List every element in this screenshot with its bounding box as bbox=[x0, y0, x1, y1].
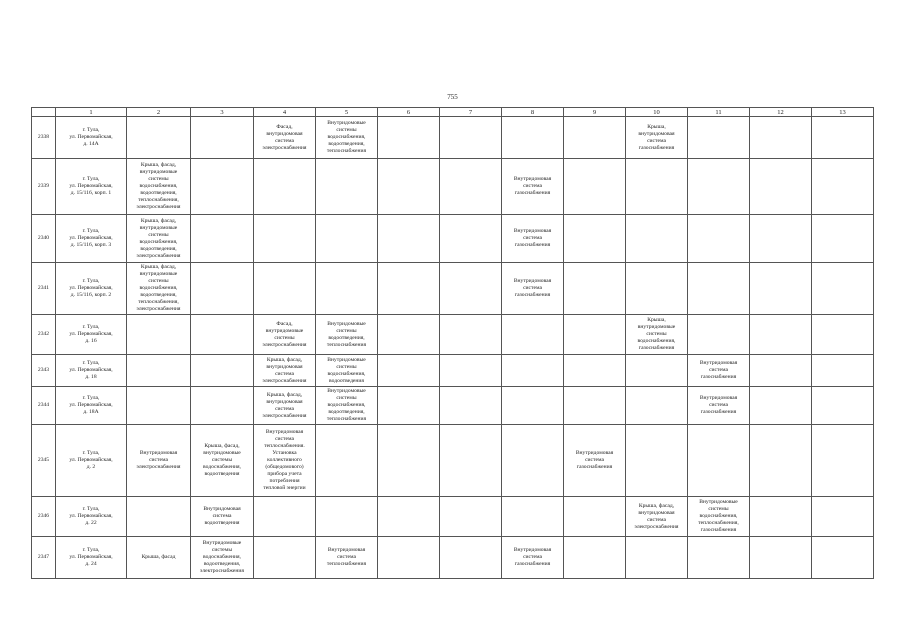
cell-col-1 bbox=[56, 387, 127, 425]
cell-text: г. Тула, ул. Первомайская, д. 14А bbox=[69, 127, 113, 147]
header-cell: 12 bbox=[750, 108, 812, 117]
cell-col-13 bbox=[812, 425, 874, 497]
cell-text: 2345 bbox=[37, 457, 50, 463]
cell-col-9 bbox=[564, 537, 626, 579]
cell-col-12 bbox=[750, 315, 812, 355]
table-row bbox=[32, 315, 874, 355]
cell-text: Внутридомовая система газоснабжения bbox=[513, 278, 552, 298]
cell-col-13 bbox=[812, 537, 874, 579]
cell-col-5 bbox=[316, 159, 378, 215]
cell-col-9 bbox=[564, 497, 626, 537]
cell-text: г. Тула, ул. Первомайская, д. 18 bbox=[69, 360, 113, 380]
cell-col-1 bbox=[56, 315, 127, 355]
header-cell: 7 bbox=[440, 108, 502, 117]
cell-text: Внутридомовая система газоснабжения bbox=[513, 547, 552, 567]
header-cell: 10 bbox=[626, 108, 688, 117]
cell-text: Внутридомовая система газоснабжения bbox=[699, 360, 738, 380]
cell-text: 2343 bbox=[37, 367, 50, 373]
cell-text: Внутридомовые системы водоснабжения, водоотведения, теплоснабжения bbox=[326, 120, 367, 154]
cell-col-3 bbox=[191, 497, 254, 537]
cell-col-10 bbox=[626, 117, 688, 159]
cell-col-7 bbox=[440, 425, 502, 497]
header-cell: 5 bbox=[316, 108, 378, 117]
cell-col-5 bbox=[316, 117, 378, 159]
header-cell: 6 bbox=[378, 108, 440, 117]
header-cell: 1 bbox=[56, 108, 127, 117]
cell-text: Фасад, внутридомовые системы электроснабжения bbox=[262, 320, 307, 348]
cell-text: Фасад, внутридомовая система электроснабжения bbox=[262, 123, 307, 151]
cell-col-7 bbox=[440, 215, 502, 263]
cell-col-3 bbox=[191, 159, 254, 215]
cell-col-1 bbox=[56, 215, 127, 263]
cell-col-11 bbox=[688, 537, 750, 579]
cell-col-3 bbox=[191, 387, 254, 425]
cell-col-6 bbox=[378, 537, 440, 579]
cell-col-4 bbox=[254, 425, 316, 497]
cell-col-2 bbox=[127, 387, 191, 425]
cell-text: Внутридомовые системы водоснабжения, водоотведения, электроснабжения bbox=[200, 540, 244, 574]
cell-text: Внутридомовые системы водоотведения, теплоснабжения bbox=[326, 320, 367, 348]
table-row bbox=[32, 387, 874, 425]
cell-col-13 bbox=[812, 215, 874, 263]
cell-col-4 bbox=[254, 263, 316, 315]
cell-col-10 bbox=[626, 497, 688, 537]
cell-col-8 bbox=[502, 263, 564, 315]
cell-col-2 bbox=[127, 425, 191, 497]
cell-col-11 bbox=[688, 159, 750, 215]
cell-col-4 bbox=[254, 315, 316, 355]
cell-text: Внутридомовая система газоснабжения bbox=[513, 176, 552, 196]
cell-col-12 bbox=[750, 497, 812, 537]
cell-col-10 bbox=[626, 387, 688, 425]
cell-col-3 bbox=[191, 425, 254, 497]
cell-text: Внутридомовые системы водоснабжения, водоотведения, теплоснабжения bbox=[326, 388, 367, 422]
cell-col-9 bbox=[564, 159, 626, 215]
cell-col-3 bbox=[191, 315, 254, 355]
table-row bbox=[32, 497, 874, 537]
cell-col-11 bbox=[688, 263, 750, 315]
cell-text: Крыша, фасад, внутридомовая система электроснабжения bbox=[262, 356, 307, 384]
cell-col-9 bbox=[564, 263, 626, 315]
cell-text: г. Тула, ул. Первомайская, д. 2 bbox=[69, 450, 113, 470]
cell-col-8 bbox=[502, 537, 564, 579]
cell-col-8 bbox=[502, 387, 564, 425]
cell-col-9 bbox=[564, 315, 626, 355]
cell-text: 2338 bbox=[37, 134, 50, 140]
cell-col-3 bbox=[191, 263, 254, 315]
cell-col-13 bbox=[812, 315, 874, 355]
row-number-cell bbox=[32, 537, 56, 579]
cell-col-11 bbox=[688, 315, 750, 355]
cell-text: Внутридомовая система газоснабжения bbox=[575, 450, 614, 470]
repair-schedule-table bbox=[31, 107, 874, 579]
cell-col-4 bbox=[254, 387, 316, 425]
cell-col-2 bbox=[127, 159, 191, 215]
cell-col-6 bbox=[378, 315, 440, 355]
cell-col-6 bbox=[378, 387, 440, 425]
cell-col-8 bbox=[502, 315, 564, 355]
header-cell: 2 bbox=[127, 108, 191, 117]
cell-col-13 bbox=[812, 355, 874, 387]
cell-col-13 bbox=[812, 117, 874, 159]
cell-col-10 bbox=[626, 159, 688, 215]
cell-col-5 bbox=[316, 215, 378, 263]
cell-text: Крыша, фасад, внутридомовая система электроснабжения bbox=[634, 502, 679, 530]
cell-col-12 bbox=[750, 117, 812, 159]
cell-text: 2339 bbox=[37, 183, 50, 189]
cell-col-4 bbox=[254, 537, 316, 579]
cell-col-7 bbox=[440, 159, 502, 215]
cell-col-12 bbox=[750, 537, 812, 579]
cell-text: 2341 bbox=[37, 285, 50, 291]
cell-col-1 bbox=[56, 159, 127, 215]
table-row bbox=[32, 263, 874, 315]
table-row bbox=[32, 159, 874, 215]
cell-text: Крыша, фасад, внутридомовые системы водоснабжения, водоотведения bbox=[203, 443, 241, 477]
cell-text: Крыша, фасад, внутридомовые системы водоснабжения, водоотведения, теплоснабжения, электроснабжения bbox=[136, 264, 181, 312]
row-number-cell bbox=[32, 315, 56, 355]
cell-col-12 bbox=[750, 387, 812, 425]
cell-col-12 bbox=[750, 159, 812, 215]
cell-col-3 bbox=[191, 117, 254, 159]
cell-col-7 bbox=[440, 355, 502, 387]
cell-col-1 bbox=[56, 263, 127, 315]
cell-text: г. Тула, ул. Первомайская, д. 15/116, корп. 1 bbox=[69, 176, 113, 196]
row-number-cell bbox=[32, 355, 56, 387]
cell-text: Крыша, фасад, внутридомовая система электроснабжения bbox=[262, 391, 307, 419]
cell-col-11 bbox=[688, 215, 750, 263]
cell-col-5 bbox=[316, 425, 378, 497]
cell-col-11 bbox=[688, 497, 750, 537]
header-cell: 9 bbox=[564, 108, 626, 117]
cell-col-9 bbox=[564, 355, 626, 387]
cell-col-4 bbox=[254, 117, 316, 159]
cell-text: Внутридомовые системы водоснабжения, теплоснабжения, газоснабжения bbox=[698, 499, 739, 533]
cell-col-9 bbox=[564, 425, 626, 497]
cell-col-2 bbox=[127, 537, 191, 579]
table-row bbox=[32, 355, 874, 387]
cell-col-9 bbox=[564, 117, 626, 159]
cell-col-12 bbox=[750, 215, 812, 263]
cell-col-12 bbox=[750, 263, 812, 315]
cell-col-8 bbox=[502, 117, 564, 159]
cell-text: 2342 bbox=[37, 331, 50, 337]
cell-col-1 bbox=[56, 117, 127, 159]
row-number-cell bbox=[32, 497, 56, 537]
cell-col-8 bbox=[502, 215, 564, 263]
cell-col-2 bbox=[127, 355, 191, 387]
cell-col-5 bbox=[316, 315, 378, 355]
cell-text: Внутридомовая система электроснабжения bbox=[136, 450, 181, 470]
cell-col-6 bbox=[378, 159, 440, 215]
cell-text: 2347 bbox=[37, 554, 50, 560]
cell-col-6 bbox=[378, 425, 440, 497]
cell-col-1 bbox=[56, 425, 127, 497]
cell-col-7 bbox=[440, 537, 502, 579]
cell-col-10 bbox=[626, 263, 688, 315]
cell-col-5 bbox=[316, 497, 378, 537]
cell-text: г. Тула, ул. Первомайская, д. 18А bbox=[69, 395, 113, 415]
cell-col-2 bbox=[127, 315, 191, 355]
row-number-cell bbox=[32, 263, 56, 315]
cell-text: Внутридомовые системы водоснабжения, водоотведения bbox=[327, 356, 366, 384]
cell-col-6 bbox=[378, 355, 440, 387]
cell-col-5 bbox=[316, 387, 378, 425]
cell-col-8 bbox=[502, 159, 564, 215]
cell-col-6 bbox=[378, 497, 440, 537]
cell-text: Внутридомовая система теплоснабжения bbox=[326, 547, 367, 567]
cell-col-13 bbox=[812, 387, 874, 425]
cell-col-9 bbox=[564, 215, 626, 263]
cell-col-2 bbox=[127, 215, 191, 263]
row-number-cell bbox=[32, 117, 56, 159]
cell-col-10 bbox=[626, 537, 688, 579]
cell-col-6 bbox=[378, 215, 440, 263]
cell-col-13 bbox=[812, 159, 874, 215]
cell-text: 2346 bbox=[37, 513, 50, 519]
cell-col-3 bbox=[191, 355, 254, 387]
table-row bbox=[32, 537, 874, 579]
cell-text: г. Тула, ул. Первомайская, д. 16 bbox=[69, 324, 113, 344]
cell-col-6 bbox=[378, 117, 440, 159]
cell-text: Крыша, внутридомовая система газоснабжения bbox=[638, 123, 675, 151]
table-row bbox=[32, 215, 874, 263]
cell-col-10 bbox=[626, 315, 688, 355]
cell-col-8 bbox=[502, 355, 564, 387]
row-number-cell bbox=[32, 425, 56, 497]
column-number-row bbox=[32, 108, 874, 117]
cell-col-10 bbox=[626, 355, 688, 387]
cell-text: 2340 bbox=[37, 235, 50, 241]
cell-col-13 bbox=[812, 497, 874, 537]
cell-text: г. Тула, ул. Первомайская, д. 15/116, корп. 3 bbox=[69, 228, 113, 248]
cell-col-10 bbox=[626, 215, 688, 263]
cell-col-13 bbox=[812, 263, 874, 315]
cell-col-12 bbox=[750, 425, 812, 497]
cell-col-1 bbox=[56, 537, 127, 579]
cell-text: Внутридомовая система теплоснабжения. Установка коллективного (общедомового) прибора учета потребления тепловой энергии bbox=[263, 429, 306, 491]
cell-col-11 bbox=[688, 117, 750, 159]
cell-col-2 bbox=[127, 117, 191, 159]
cell-text: г. Тула, ул. Первомайская, д. 22 bbox=[69, 506, 113, 526]
header-cell: 8 bbox=[502, 108, 564, 117]
header-cell: 13 bbox=[812, 108, 874, 117]
cell-text: Внутридомовая система водоотведения bbox=[203, 506, 241, 526]
cell-col-3 bbox=[191, 537, 254, 579]
row-number-cell bbox=[32, 215, 56, 263]
cell-text: г. Тула, ул. Первомайская, д. 15/116, корп. 2 bbox=[69, 278, 113, 298]
header-cell: 3 bbox=[191, 108, 254, 117]
cell-col-11 bbox=[688, 355, 750, 387]
cell-col-3 bbox=[191, 215, 254, 263]
cell-col-2 bbox=[127, 263, 191, 315]
cell-col-4 bbox=[254, 159, 316, 215]
cell-text: г. Тула, ул. Первомайская, д. 24 bbox=[69, 547, 113, 567]
cell-col-5 bbox=[316, 537, 378, 579]
cell-col-11 bbox=[688, 425, 750, 497]
row-number-cell bbox=[32, 159, 56, 215]
cell-col-6 bbox=[378, 263, 440, 315]
cell-col-1 bbox=[56, 355, 127, 387]
cell-text: Крыша, фасад, внутридомовые системы водоснабжения, водоотведения, теплоснабжения, электроснабжения bbox=[136, 162, 181, 210]
cell-col-12 bbox=[750, 355, 812, 387]
cell-col-7 bbox=[440, 315, 502, 355]
cell-col-4 bbox=[254, 355, 316, 387]
cell-col-5 bbox=[316, 263, 378, 315]
cell-text: Крыша, фасад, внутридомовые системы водоснабжения, водоотведения, электроснабжения bbox=[136, 217, 181, 259]
cell-col-7 bbox=[440, 117, 502, 159]
cell-col-2 bbox=[127, 497, 191, 537]
cell-col-1 bbox=[56, 497, 127, 537]
cell-col-7 bbox=[440, 263, 502, 315]
header-cell: 11 bbox=[688, 108, 750, 117]
cell-col-7 bbox=[440, 497, 502, 537]
cell-text: Внутридомовая система газоснабжения bbox=[513, 228, 552, 248]
cell-text: 2344 bbox=[37, 402, 50, 408]
table-row bbox=[32, 425, 874, 497]
cell-col-10 bbox=[626, 425, 688, 497]
cell-col-11 bbox=[688, 387, 750, 425]
cell-col-4 bbox=[254, 497, 316, 537]
row-number-cell bbox=[32, 387, 56, 425]
cell-text: Внутридомовая система газоснабжения bbox=[699, 395, 738, 415]
table-row bbox=[32, 117, 874, 159]
header-cell: 4 bbox=[254, 108, 316, 117]
cell-col-8 bbox=[502, 497, 564, 537]
page-number: 755 bbox=[447, 93, 458, 101]
cell-col-5 bbox=[316, 355, 378, 387]
cell-text: Крыша, фасад bbox=[141, 554, 176, 560]
cell-col-9 bbox=[564, 387, 626, 425]
cell-text: Крыша, внутридомовые системы водоснабжения, газоснабжения bbox=[637, 317, 676, 351]
header-cell-blank bbox=[32, 108, 56, 117]
cell-col-7 bbox=[440, 387, 502, 425]
cell-col-4 bbox=[254, 215, 316, 263]
cell-col-8 bbox=[502, 425, 564, 497]
